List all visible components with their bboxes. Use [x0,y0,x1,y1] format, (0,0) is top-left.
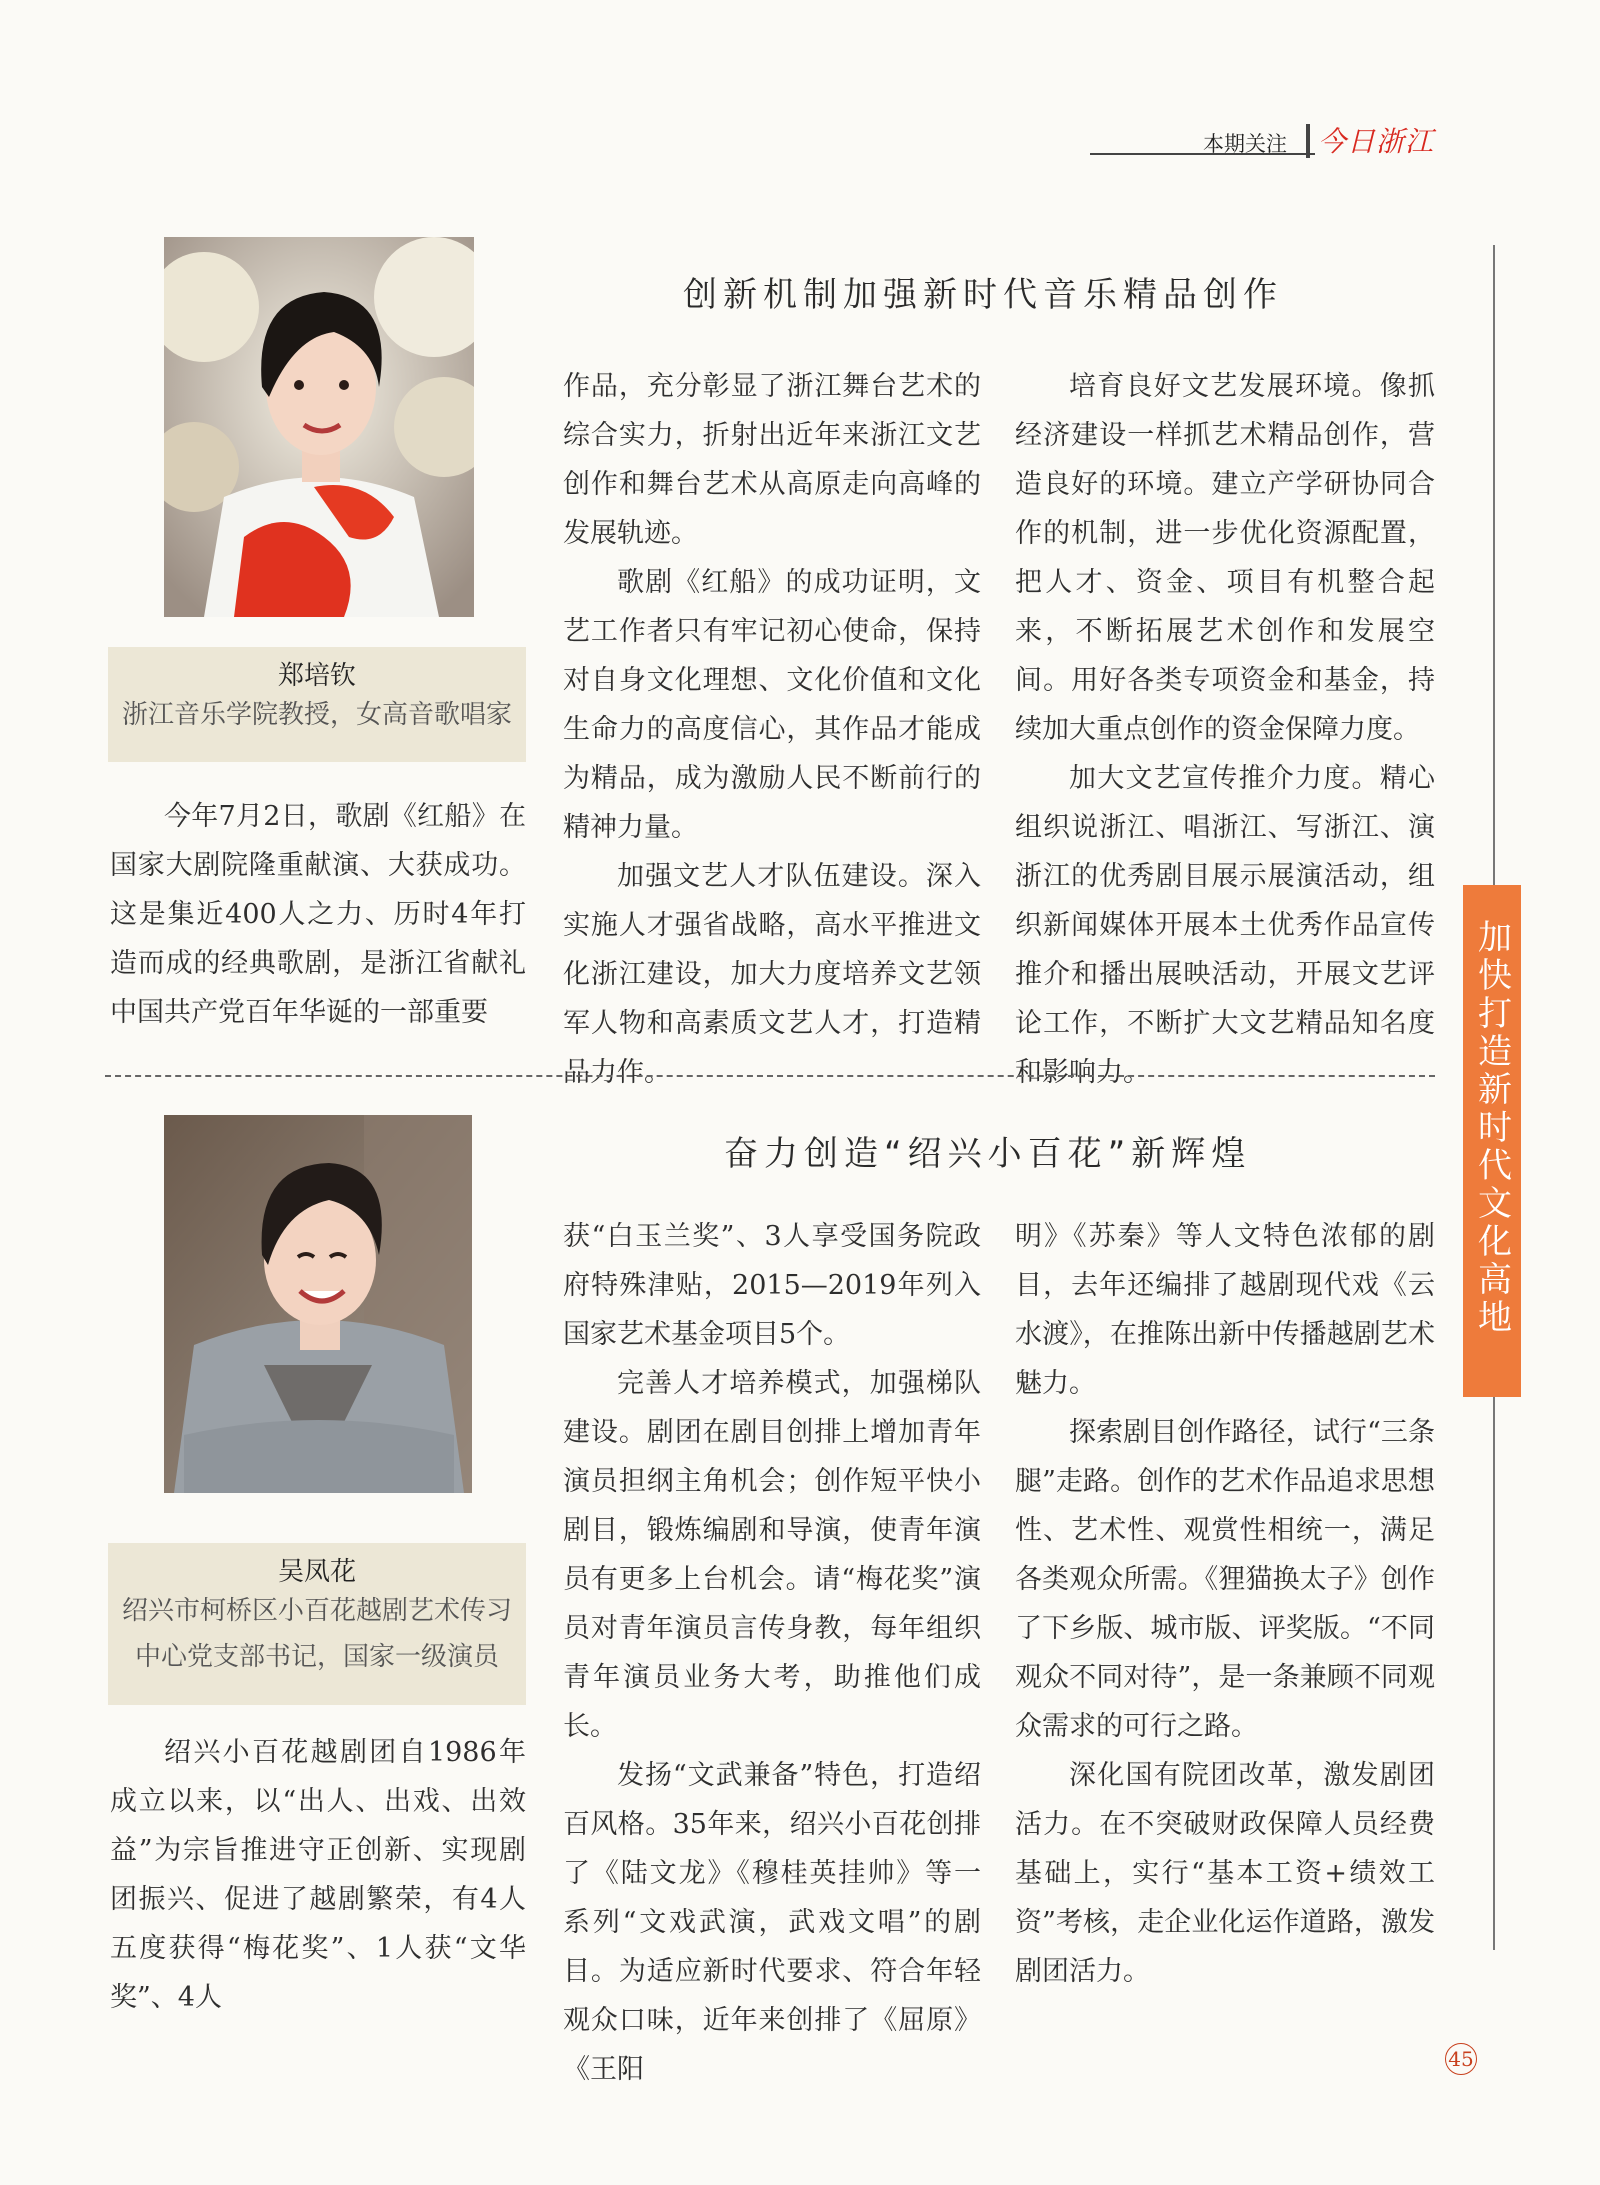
article2-column-1 [110,1728,526,2022]
section-label: 本期关注 [1203,132,1287,156]
paragraph: 探索剧目创作路径，试行“三条腿”走路。创作的艺术作品追求思想性、艺术性、观赏性相统一，满足各类观众所需。《狸猫换太子》创作了下乡版、城市版、评奖版。“不同观众不同对待”，是一条兼顾不同观众需求的可行之路。 [1015,1417,1435,1742]
section-tab [1463,885,1521,1397]
portrait-illustration-2 [164,1115,472,1493]
paragraph: 歌剧《红船》的成功证明，文艺工作者只有牢记初心使命，保持对自身文化理想、文化价值和文化生命力的高度信心，其作品才能成为精品，成为激励人民不断前行的精神力量。 [563,567,981,843]
person-name: 郑培钦 [277,661,356,691]
paragraph: 发扬“文武兼备”特色，打造绍百风格。35年来，绍兴小百花创排了《陆文龙》《穆桂英挂帅》等一系列“文戏武演，武戏文唱”的剧目。为适应新时代要求、符合年轻观众口味，近年来创排了《屈原》《王阳 [563,1760,981,2085]
paragraph: 完善人才培养模式，加强梯队建设。剧团在剧目创排上增加青年演员担纲主角机会；创作短平快小剧目，锻炼编剧和导演，使青年演员有更多上台机会。请“梅花奖”演员对青年演员言传身教，每年组织青年演员业务大考，助推他们成长。 [563,1368,981,1742]
section-separator [105,1075,1435,1077]
caption-box-1 [108,647,526,762]
person-title: 绍兴市柯桥区小百花越剧艺术传习中心党支部书记，国家一级演员 [121,1596,512,1672]
article1-column-3 [1015,362,1435,1097]
paragraph: 加强文艺人才队伍建设。深入实施人才强省战略，高水平推进文化浙江建设，加大力度培养文艺领军人物和高素质文艺人才，打造精品力作。 [563,861,981,1088]
article-headline-2: 奋力创造“绍兴小百花”新辉煌 [724,1134,1252,1174]
paragraph: 明》《苏秦》等人文特色浓郁的剧目，去年还编排了越剧现代戏《云水渡》，在推陈出新中传播越剧艺术魅力。 [1015,1221,1435,1399]
article-headline-1: 创新机制加强新时代音乐精品创作 [683,275,1283,315]
section-tab-text: 加快打造新时代文化高地 [1471,919,1512,1337]
page-number: 45 [1445,2043,1477,2075]
paragraph: 加大文艺宣传推介力度。精心组织说浙江、唱浙江、写浙江、演浙江的优秀剧目展示展演活动，组织新闻媒体开展本土优秀作品宣传推介和播出展映活动，开展文艺评论工作，不断扩大文艺精品知名度和影响力。 [1015,763,1435,1088]
article1-column-1 [110,792,526,1037]
portrait-photo-2 [164,1115,472,1493]
paragraph: 获“白玉兰奖”、3人享受国务院政府特殊津贴，2015—2019年列入国家艺术基金项目5个。 [563,1221,981,1350]
article1-column-2 [563,362,981,1097]
caption-box-2 [108,1543,526,1705]
paragraph: 绍兴小百花越剧团自1986年成立以来，以“出人、出戏、出效益”为宗旨推进守正创新、实现剧团振兴、促进了越剧繁荣，有4人五度获得“梅花奖”、1人获“文华奖”、4人 [110,1737,526,2013]
portrait-illustration-1 [164,237,474,617]
paragraph: 作品，充分彰显了浙江舞台艺术的综合实力，折射出近年来浙江文艺创作和舞台艺术从高原走向高峰的发展轨迹。 [563,371,981,549]
person-name: 吴凤花 [277,1557,356,1587]
article2-column-2 [563,1212,981,2094]
paragraph: 今年7月2日，歌剧《红船》在国家大剧院隆重献演、大获成功。这是集近400人之力、历时4年打造而成的经典歌剧，是浙江省献礼中国共产党百年华诞的一部重要 [110,801,526,1028]
person-title: 浙江音乐学院教授，女高音歌唱家 [121,700,512,730]
article2-column-3 [1015,1212,1435,1996]
magazine-logo: 今日浙江 [1318,125,1435,158]
header-divider [1306,124,1310,158]
portrait-photo-1 [164,237,474,617]
paragraph: 培育良好文艺发展环境。像抓经济建设一样抓艺术精品创作，营造良好的环境。建立产学研协同合作的机制，进一步优化资源配置，把人才、资金、项目有机整合起来，不断拓展艺术创作和发展空间。用好各类专项资金和基金，持续加大重点创作的资金保障力度。 [1015,371,1435,745]
paragraph: 深化国有院团改革，激发剧团活力。在不突破财政保障人员经费基础上，实行“基本工资+绩效工资”考核，走企业化运作道路，激发剧团活力。 [1015,1760,1435,1987]
